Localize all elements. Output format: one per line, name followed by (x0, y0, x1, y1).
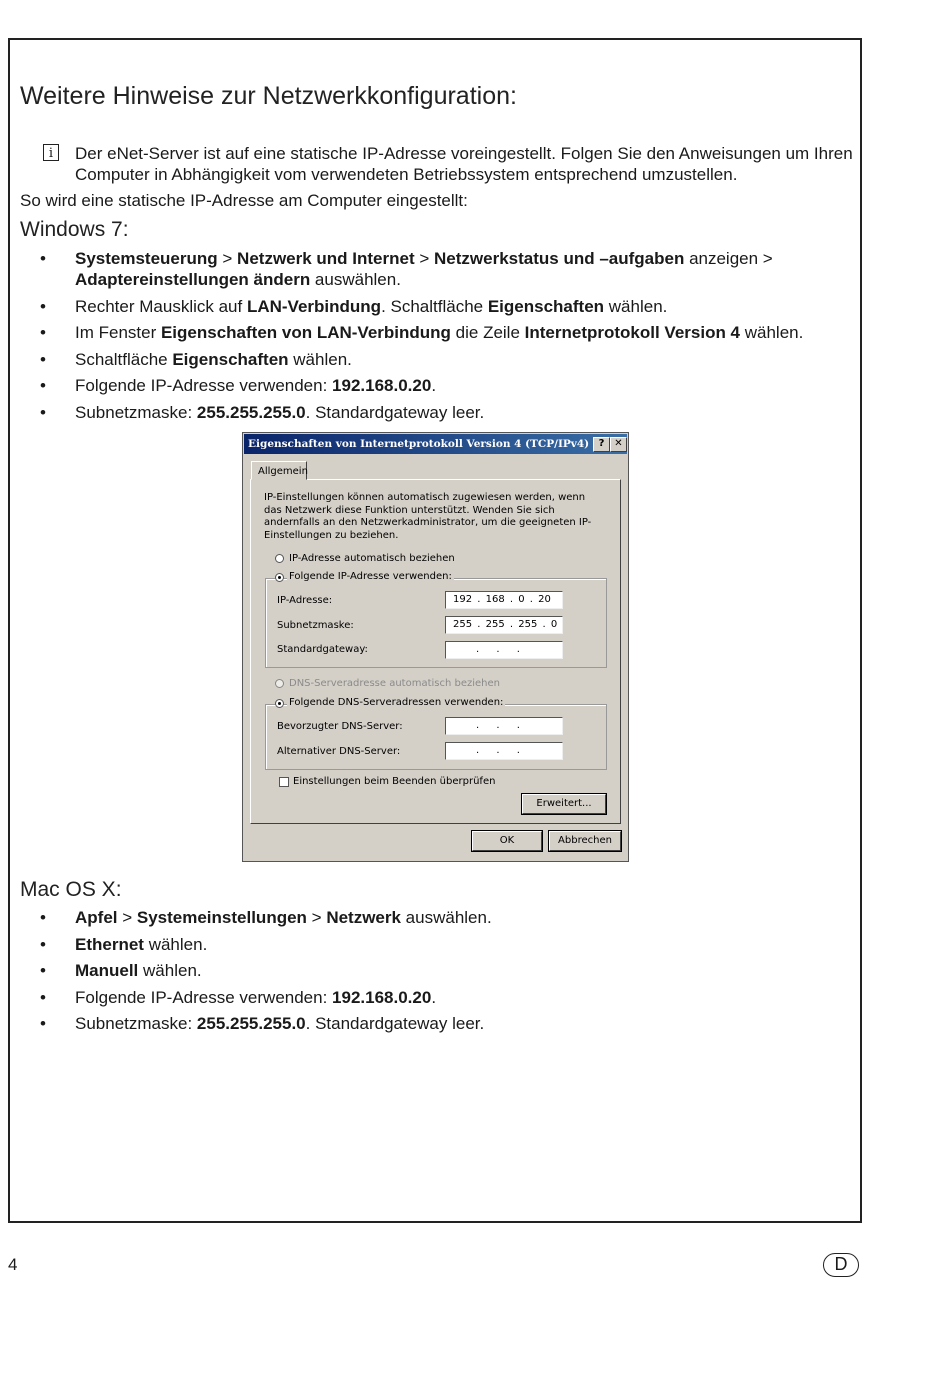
dialog-title: Eigenschaften von Internetprotokoll Version 4 (TCP/IPv4) (248, 438, 590, 450)
step-segment: . (431, 376, 437, 396)
step-segment: wählen. (138, 961, 202, 981)
dns-preferred-label: Bevorzugter DNS-Server: (277, 721, 403, 732)
step-segment: Netzwerk (326, 908, 401, 927)
info-icon: i (43, 144, 59, 161)
step-segment: auswählen. (400, 908, 492, 927)
dns-manual-label: Folgende DNS-Serveradressen verwenden: (289, 697, 504, 708)
intro-text: So wird eine statische IP-Adresse am Computer eingestellt: (20, 191, 468, 210)
step-segment: wählen. (740, 323, 804, 343)
mac-step (40, 934, 840, 955)
step-segment: . Standardgateway leer. (305, 1014, 485, 1034)
step-segment: Folgende IP-Adresse verwenden: (75, 376, 333, 396)
mac-step (40, 987, 840, 1008)
ok-button[interactable]: OK (472, 831, 542, 851)
step-segment: 192.168.0.20 (332, 376, 432, 396)
close-button[interactable]: ✕ (610, 437, 627, 452)
step-segment: 192.168.0.20 (332, 987, 432, 1007)
info-note (43, 143, 853, 185)
step-segment: > (217, 249, 238, 268)
advanced-button[interactable]: Erweitert... (522, 794, 606, 814)
step-segment: wählen. (143, 934, 208, 954)
dns-auto-label: DNS-Serveradresse automatisch beziehen (289, 678, 501, 689)
mac-step (40, 907, 840, 928)
step-segment: Systemeinstellungen (136, 908, 307, 927)
step-segment: > (306, 908, 327, 927)
dns-auto-radio[interactable] (275, 679, 284, 688)
ip-address-input[interactable]: 192 . 168 . 0 . 20 (445, 591, 563, 609)
ip-auto-label: IP-Adresse automatisch beziehen (289, 553, 455, 564)
step-segment: 255.255.255.0 (196, 402, 306, 422)
dialog-titlebar (244, 434, 627, 454)
dns-alternate-label: Alternativer DNS-Server: (277, 746, 401, 757)
subnet-mask-input[interactable]: 255 . 255 . 255 . 0 (445, 616, 563, 634)
windows-step (40, 296, 840, 317)
page-number: 4 (8, 1255, 18, 1274)
validate-label: Einstellungen beim Beenden überprüfen (293, 776, 496, 787)
step-segment: > (414, 249, 435, 268)
step-segment: Manuell (75, 961, 139, 981)
mac-heading: Mac OS X: (20, 878, 122, 901)
step-segment: Eigenschaften (172, 349, 289, 369)
ip-manual-label: Folgende IP-Adresse verwenden: (289, 571, 452, 582)
ip-auto-radio[interactable] (275, 554, 284, 563)
step-segment: . Schaltfläche (381, 296, 488, 316)
validate-checkbox[interactable] (279, 777, 289, 787)
page-heading: Weitere Hinweise zur Netzwerkkonfiguration: (20, 82, 517, 110)
tab-allgemein[interactable]: Allgemein (251, 461, 307, 480)
mac-steps (40, 907, 840, 1040)
ip-address-label: IP-Adresse: (277, 595, 333, 606)
step-segment: Systemsteuerung (75, 249, 218, 268)
mac-step (40, 960, 840, 981)
windows-step (40, 402, 840, 423)
step-segment: Apfel (75, 908, 118, 927)
dns-preferred-input[interactable]: . . . (445, 717, 563, 735)
info-note-text: Der eNet-Server ist auf eine statische IP-Adresse voreingestellt. Folgen Sie den Anweisungen um Ihren Computer in Abhängigkeit vom verwendeten Betriebssystem entsprechend umzustellen. (75, 144, 853, 184)
dns-manual-radio[interactable] (275, 699, 284, 708)
step-segment: Eigenschaften (487, 296, 605, 316)
step-segment: Netzwerk und Internet (237, 249, 415, 268)
step-segment: Subnetzmaske: (75, 402, 197, 422)
cancel-button[interactable]: Abbrechen (549, 831, 621, 851)
windows-step (40, 349, 840, 370)
windows-step (40, 322, 840, 343)
step-segment: Eigenschaften von LAN-Verbindung (160, 323, 451, 343)
help-button[interactable]: ? (593, 437, 610, 452)
dialog-description: IP-Einstellungen können automatisch zugewiesen werden, wenn das Netzwerk diese Funktion unterstützt. Wenden Sie sich andernfalls an den Netzwerkadministrator, um die geeigneten IP-Einstellungen zu beziehen. (264, 492, 592, 541)
step-segment: Adaptereinstellungen ändern (75, 270, 311, 289)
windows-steps (40, 248, 840, 429)
step-segment: Rechter Mausklick auf (75, 296, 247, 316)
step-segment: > (117, 908, 137, 927)
step-segment: Internetprotokoll Version 4 (524, 323, 741, 343)
language-mark: D (823, 1253, 859, 1277)
step-segment: 255.255.255.0 (196, 1014, 306, 1034)
subnet-mask-label: Subnetzmaske: (277, 620, 354, 631)
gateway-input[interactable]: . . . (445, 641, 563, 659)
dns-group (265, 704, 607, 770)
step-segment: Ethernet (75, 934, 144, 954)
step-segment: wählen. (604, 296, 668, 316)
gateway-label: Standardgateway: (277, 644, 368, 655)
step-segment: Im Fenster (75, 323, 161, 343)
step-segment: auswählen. (310, 270, 401, 289)
step-segment: die Zeile (450, 323, 525, 343)
step-segment: Subnetzmaske: (75, 1014, 197, 1034)
step-segment: Folgende IP-Adresse verwenden: (75, 987, 333, 1007)
step-segment: LAN-Verbindung (246, 296, 382, 316)
step-segment: Schaltfläche (75, 349, 173, 369)
windows-heading: Windows 7: (20, 218, 129, 241)
step-segment: wählen. (288, 349, 352, 369)
step-segment: Netzwerkstatus und –aufgaben (434, 249, 685, 268)
step-segment: anzeigen > (684, 249, 773, 268)
windows-step (40, 248, 840, 290)
tcpip-dialog (242, 432, 629, 862)
step-segment: . Standardgateway leer. (305, 402, 485, 422)
ip-manual-radio[interactable] (275, 573, 284, 582)
windows-step (40, 375, 840, 396)
dns-alternate-input[interactable]: . . . (445, 742, 563, 760)
step-segment: . (431, 987, 437, 1007)
mac-step (40, 1013, 840, 1034)
